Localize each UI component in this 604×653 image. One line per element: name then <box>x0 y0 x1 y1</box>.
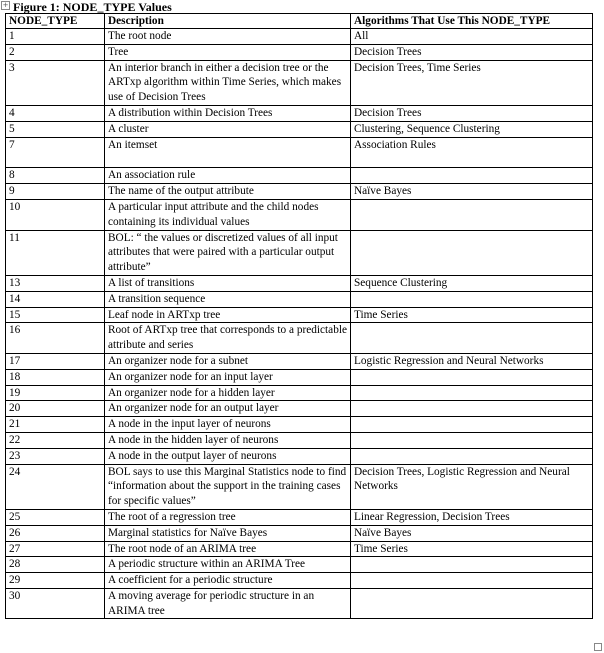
table-row <box>6 557 593 573</box>
cell-algorithms <box>351 369 593 385</box>
cell-algorithms <box>351 168 593 184</box>
cell-node-type: 23 <box>6 448 105 464</box>
cell-description: The name of the output attribute <box>105 184 351 200</box>
cell-algorithms <box>351 417 593 433</box>
table-row <box>6 307 593 323</box>
cell-algorithms: Linear Regression, Decision Trees <box>351 509 593 525</box>
cell-algorithms: Naïve Bayes <box>351 525 593 541</box>
cell-algorithms <box>351 557 593 573</box>
cell-node-type: 26 <box>6 525 105 541</box>
cell-description: A transition sequence <box>105 291 351 307</box>
table-row <box>6 275 593 291</box>
table-row <box>6 509 593 525</box>
cell-algorithms: Sequence Clustering <box>351 275 593 291</box>
cell-node-type: 1 <box>6 29 105 45</box>
cell-node-type: 7 <box>6 137 105 168</box>
table-row <box>6 137 593 168</box>
table-row <box>6 323 593 354</box>
cell-algorithms: Decision Trees <box>351 105 593 121</box>
table-row <box>6 525 593 541</box>
cell-description: An association rule <box>105 168 351 184</box>
cell-algorithms <box>351 573 593 589</box>
cell-algorithms <box>351 199 593 230</box>
table-row <box>6 199 593 230</box>
cell-description: A node in the hidden layer of neurons <box>105 432 351 448</box>
cell-node-type: 16 <box>6 323 105 354</box>
cell-node-type: 30 <box>6 588 105 619</box>
cell-algorithms <box>351 291 593 307</box>
cell-description: BOL says to use this Marginal Statistics node to find “information about the support in the training cases for specific values” <box>105 464 351 509</box>
cell-algorithms <box>351 432 593 448</box>
cell-node-type: 17 <box>6 353 105 369</box>
cell-node-type: 25 <box>6 509 105 525</box>
cell-algorithms: Time Series <box>351 541 593 557</box>
table-move-handle-icon[interactable]: + <box>2 1 9 9</box>
table-row <box>6 230 593 275</box>
table-row <box>6 417 593 433</box>
cell-algorithms: Naïve Bayes <box>351 184 593 200</box>
cell-description: The root node of an ARIMA tree <box>105 541 351 557</box>
cell-algorithms: Clustering, Sequence Clustering <box>351 121 593 137</box>
table-row <box>6 60 593 105</box>
cell-algorithms <box>351 385 593 401</box>
cell-node-type: 18 <box>6 369 105 385</box>
table-row <box>6 401 593 417</box>
table-header-row <box>6 14 593 29</box>
cell-description: Marginal statistics for Naïve Bayes <box>105 525 351 541</box>
cell-node-type: 13 <box>6 275 105 291</box>
cell-description: Leaf node in ARTxp tree <box>105 307 351 323</box>
cell-description: Root of ARTxp tree that corresponds to a predictable attribute and series <box>105 323 351 354</box>
cell-node-type: 9 <box>6 184 105 200</box>
table-row <box>6 105 593 121</box>
node-type-table <box>5 13 593 619</box>
cell-algorithms: Decision Trees, Time Series <box>351 60 593 105</box>
table-row <box>6 184 593 200</box>
cell-description: A periodic structure within an ARIMA Tree <box>105 557 351 573</box>
cell-node-type: 5 <box>6 121 105 137</box>
cell-description: A list of transitions <box>105 275 351 291</box>
cell-algorithms: Association Rules <box>351 137 593 168</box>
cell-description: An organizer node for an output layer <box>105 401 351 417</box>
cell-node-type: 27 <box>6 541 105 557</box>
header-description: Description <box>105 14 351 29</box>
table-row <box>6 588 593 619</box>
cell-algorithms: Decision Trees <box>351 44 593 60</box>
table-row <box>6 121 593 137</box>
table-row <box>6 291 593 307</box>
table-row <box>6 385 593 401</box>
cell-description: The root of a regression tree <box>105 509 351 525</box>
table-row <box>6 29 593 45</box>
cell-description <box>105 137 351 168</box>
cell-description: An organizer node for an input layer <box>105 369 351 385</box>
cell-algorithms <box>351 401 593 417</box>
cell-node-type: 22 <box>6 432 105 448</box>
cell-algorithms <box>351 230 593 275</box>
cell-node-type: 3 <box>6 60 105 105</box>
table-row <box>6 464 593 509</box>
cell-node-type: 2 <box>6 44 105 60</box>
cell-algorithms: Decision Trees, Logistic Regression and Neural Networks <box>351 464 593 509</box>
cell-node-type: 11 <box>6 230 105 275</box>
cell-description: The root node <box>105 29 351 45</box>
cell-algorithms <box>351 448 593 464</box>
header-algorithms: Algorithms That Use This NODE_TYPE <box>351 14 593 29</box>
cell-description: An organizer node for a hidden layer <box>105 385 351 401</box>
cell-node-type: 15 <box>6 307 105 323</box>
cell-node-type: 10 <box>6 199 105 230</box>
cell-node-type: 28 <box>6 557 105 573</box>
table-row <box>6 432 593 448</box>
cell-description: A node in the input layer of neurons <box>105 417 351 433</box>
cell-node-type: 21 <box>6 417 105 433</box>
cell-node-type: 24 <box>6 464 105 509</box>
cell-node-type: 4 <box>6 105 105 121</box>
cell-description: An interior branch in either a decision tree or the ARTxp algorithm within Time Series, which makes use of Decision Trees <box>105 60 351 105</box>
cell-description: A cluster <box>105 121 351 137</box>
end-of-cell-marker-icon <box>594 643 602 651</box>
cell-description: An organizer node for a subnet <box>105 353 351 369</box>
cell-algorithms <box>351 588 593 619</box>
table-row <box>6 573 593 589</box>
table-row <box>6 369 593 385</box>
cell-description: A moving average for periodic structure in an ARIMA tree <box>105 588 351 619</box>
cell-description: BOL: “ the values or discretized values of all input attributes that were paired with a particular output attribute” <box>105 230 351 275</box>
cell-description: A particular input attribute and the child nodes containing its individual values <box>105 199 351 230</box>
cell-algorithms: Logistic Regression and Neural Networks <box>351 353 593 369</box>
cell-node-type: 14 <box>6 291 105 307</box>
table-row <box>6 44 593 60</box>
cell-node-type: 20 <box>6 401 105 417</box>
cell-description-text: An itemset <box>108 138 158 151</box>
cell-description: A distribution within Decision Trees <box>105 105 351 121</box>
cell-algorithms <box>351 323 593 354</box>
cell-spacer <box>108 152 348 167</box>
cell-description: Tree <box>105 44 351 60</box>
cell-algorithms: Time Series <box>351 307 593 323</box>
table-row <box>6 168 593 184</box>
cell-node-type: 19 <box>6 385 105 401</box>
figure-caption: Figure 1: NODE_TYPE Values <box>13 0 172 14</box>
cell-node-type: 29 <box>6 573 105 589</box>
cell-description: A coefficient for a periodic structure <box>105 573 351 589</box>
header-node-type: NODE_TYPE <box>6 14 105 29</box>
cell-description: A node in the output layer of neurons <box>105 448 351 464</box>
table-row <box>6 541 593 557</box>
cell-node-type: 8 <box>6 168 105 184</box>
table-row <box>6 353 593 369</box>
cell-algorithms: All <box>351 29 593 45</box>
table-row <box>6 448 593 464</box>
